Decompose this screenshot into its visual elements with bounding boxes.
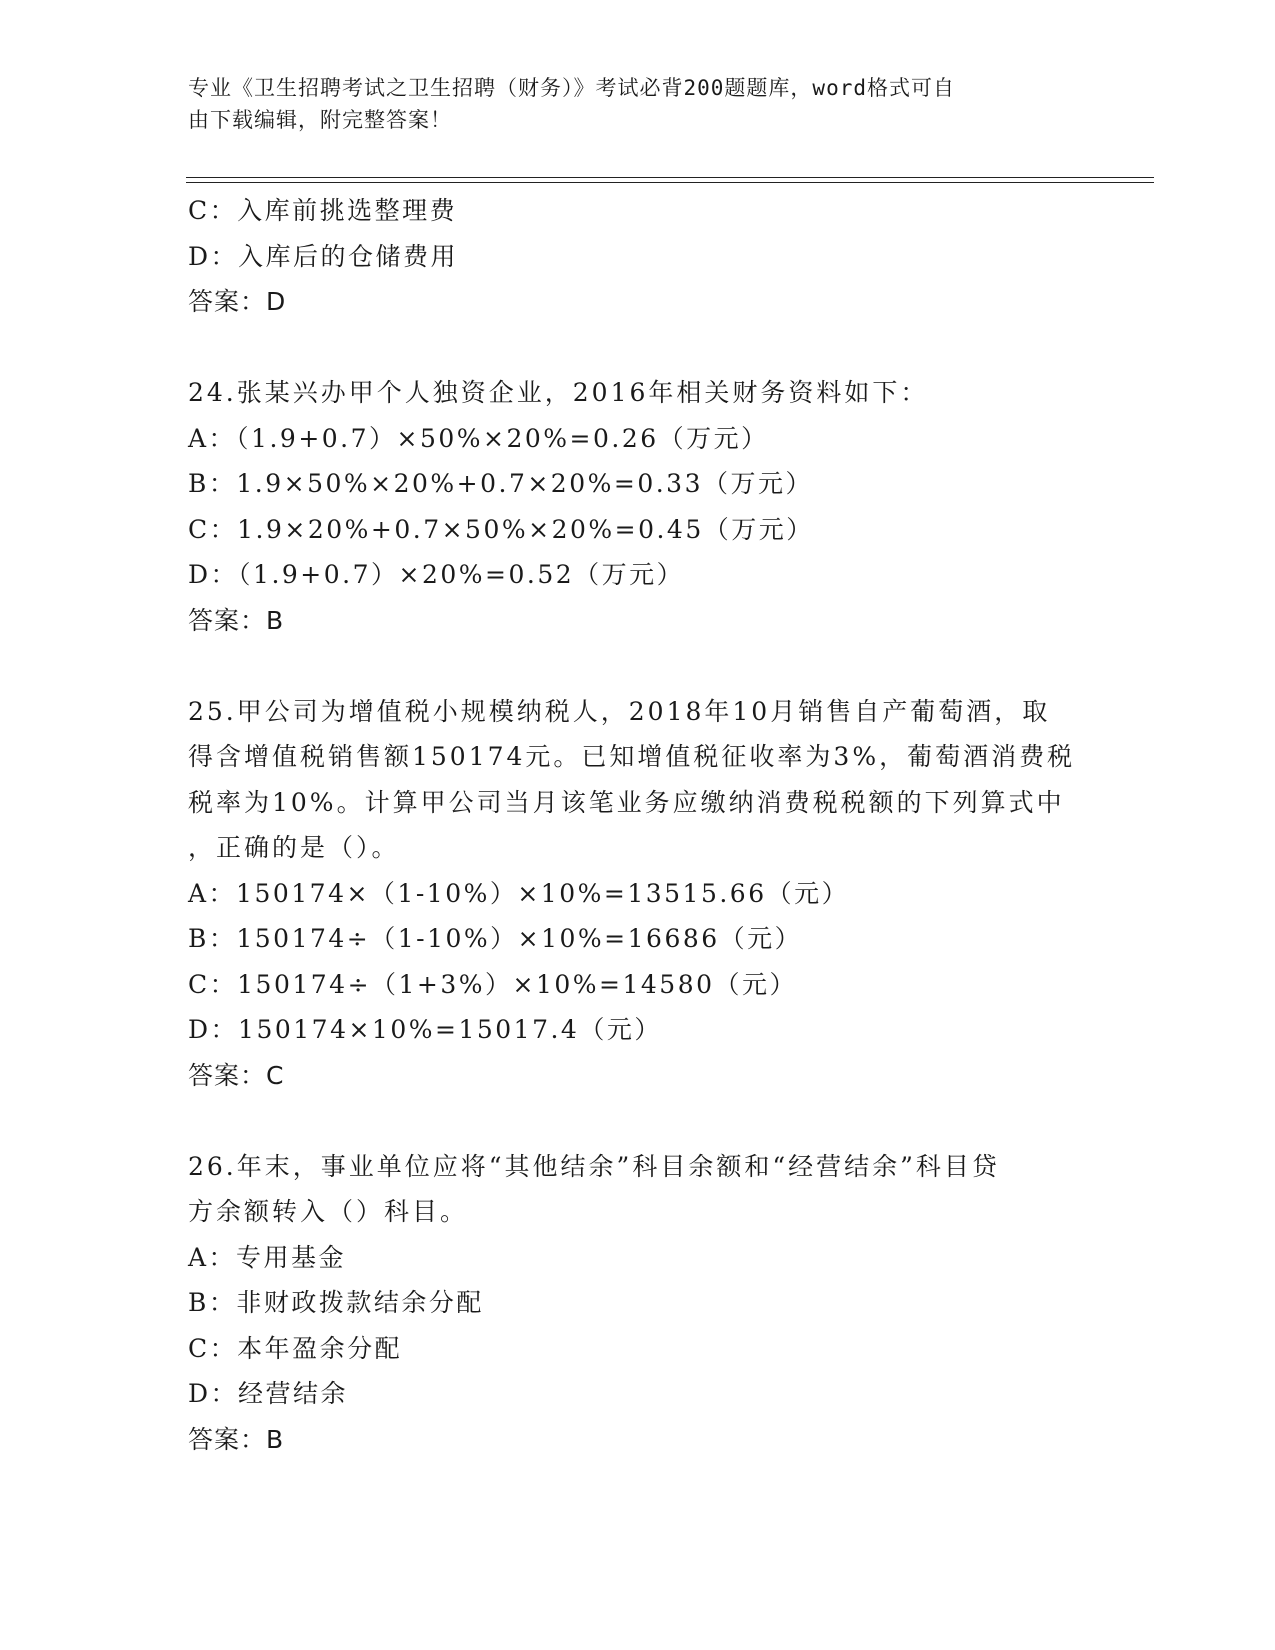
question-text-line-1: 25.甲公司为增值税小规模纳税人，2018年10月销售自产葡萄酒，取 [188,696,1051,726]
header-line-1: 专业《卫生招聘考试之卫生招聘（财务）》考试必背200题题库，word格式可自 [188,76,955,100]
question-text: 24.张某兴办甲个人独资企业，2016年相关财务资料如下： [188,378,929,407]
option-c: C：1.9×20%+0.7×50%×20%=0.45（万元） [188,514,814,544]
header-divider-bottom [186,182,1154,183]
question-25 [188,689,1088,1099]
spacer [188,1098,1088,1144]
answer-line: 答案：D [188,287,287,316]
header-line-2: 由下载编辑，附完整答案！ [188,108,452,132]
question-text-line-2: 方余额转入（）科目。 [188,1197,469,1226]
header-divider-top [186,177,1154,178]
option-d: D：入库后的仓储费用 [188,241,459,271]
answer-line: 答案：C [188,1060,285,1090]
question-24 [188,370,1088,643]
answer-line: 答案：B [188,1424,285,1454]
option-b: B：1.9×50%×20%+0.7×20%=0.33（万元） [188,469,813,498]
question-text-line-1: 26.年末，事业单位应将“其他结余”科目余额和“经营结余”科目贷 [188,1151,1000,1181]
option-d: D：经营结余 [188,1379,349,1408]
option-c: C：入库前挑选整理费 [188,196,458,225]
spacer [188,643,1088,689]
option-c: C：150174÷（1+3%）×10%=14580（元） [188,969,798,999]
option-b: B：非财政拨款结余分配 [188,1288,484,1317]
option-a: A：专用基金 [188,1242,347,1272]
document-header [188,72,1078,136]
question-26 [188,1144,1088,1463]
question-text-line-2: 得含增值税销售额150174元。已知增值税征收率为3%，葡萄酒消费税 [188,742,1076,771]
question-text-line-3: 税率为10%。计算甲公司当月该笔业务应缴纳消费税税额的下列算式中 [188,787,1065,817]
option-a: A：150174×（1-10%）×10%=13515.66（元） [188,878,850,908]
option-d: D：150174×10%=15017.4（元） [188,1015,662,1044]
spacer [188,325,1088,371]
option-c: C：本年盈余分配 [188,1333,403,1363]
option-b: B：150174÷（1-10%）×10%=16686（元） [188,924,803,953]
document-body [188,188,1088,1462]
question-text-line-4: ，正确的是（）。 [188,833,400,862]
option-a: A：（1.9+0.7）×50%×20%=0.26（万元） [188,423,769,453]
answer-line: 答案：B [188,605,285,635]
option-d: D：（1.9+0.7）×20%=0.52（万元） [188,560,685,589]
